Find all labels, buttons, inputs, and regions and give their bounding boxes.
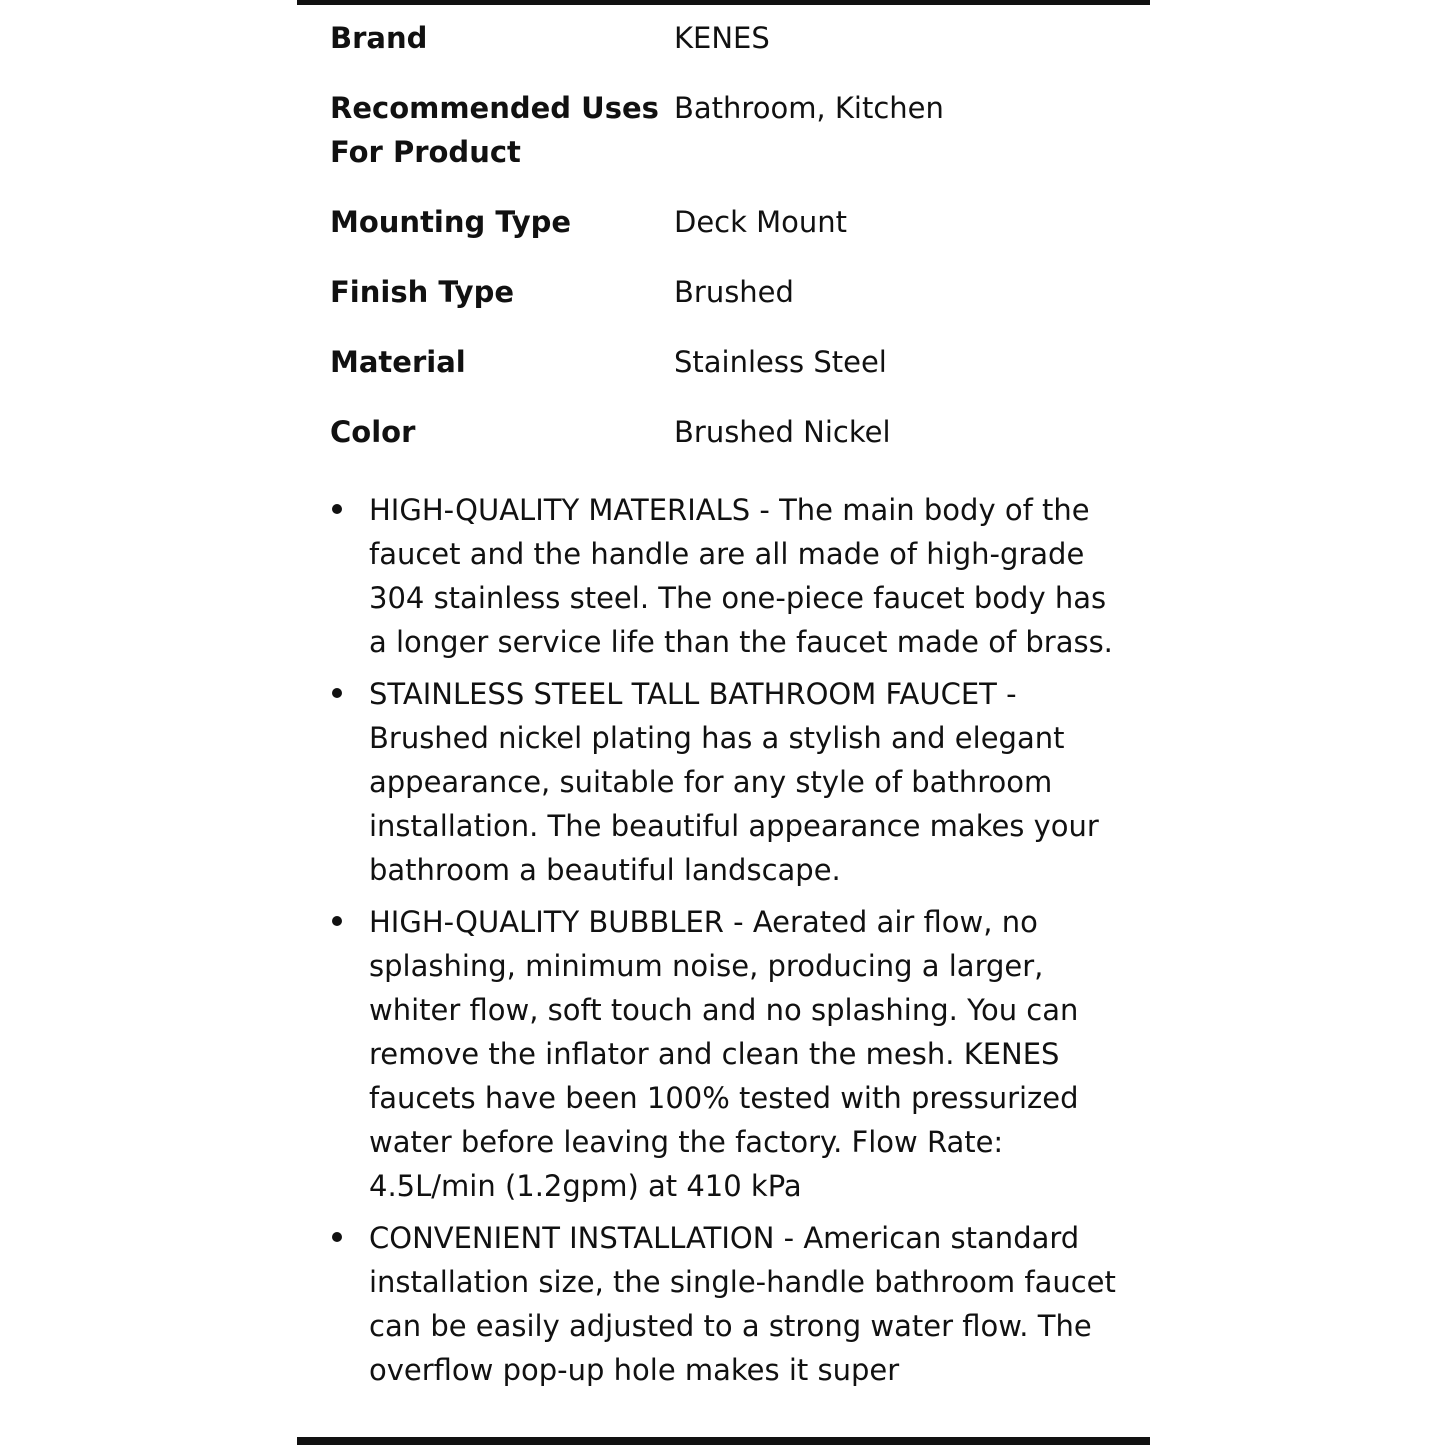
spec-value: Brushed Nickel (674, 415, 891, 449)
spec-row-finish-type (330, 270, 1120, 314)
spec-row-recommended-uses (330, 86, 1120, 174)
list-item (330, 900, 1120, 1208)
list-item (330, 672, 1120, 892)
bottom-divider (297, 1437, 1150, 1445)
bullet-icon (330, 488, 369, 532)
spec-label: Mounting Type (330, 205, 572, 239)
spec-label: Recommended Uses For Product (330, 91, 659, 169)
specs-table (330, 16, 1120, 480)
bullet-icon (330, 672, 369, 716)
spec-label: Brand (330, 21, 428, 55)
bullet-text: HIGH-QUALITY MATERIALS - The main body of the faucet and the handle are all made of high-grade 304 stainless steel. The one-piece faucet body has a longer service life than the faucet made of brass. (369, 493, 1113, 659)
bullet-text: CONVENIENT INSTALLATION - American standard installation size, the single-handle bathroom faucet can be easily adjusted to a strong water flow. The overflow pop-up hole makes it super (369, 1221, 1116, 1387)
spec-value: Brushed (674, 275, 794, 309)
spec-label: Finish Type (330, 275, 515, 309)
spec-row-mounting-type (330, 200, 1120, 244)
product-details-panel (297, 0, 1150, 1445)
bullet-text: STAINLESS STEEL TALL BATHROOM FAUCET - Brushed nickel plating has a stylish and elegant appearance, suitable for any style of bathroom installation. The beautiful appearance makes your bathroom a beautiful landscape. (369, 677, 1099, 887)
spec-value: Bathroom, Kitchen (674, 91, 944, 125)
spec-value: Deck Mount (674, 205, 848, 239)
bullet-text: HIGH-QUALITY BUBBLER - Aerated air flow, no splashing, minimum noise, producing a larger, whiter flow, soft touch and no splashing. You can remove the inflator and clean the mesh. KENES faucets have been 100% tested with pressurized water before leaving the factory. Flow Rate: 4.5L/min (1.2gpm) at 410 kPa (369, 905, 1079, 1203)
spec-value: KENES (674, 21, 770, 55)
list-item (330, 1216, 1120, 1392)
top-divider (297, 0, 1150, 5)
spec-row-brand (330, 16, 1120, 60)
feature-bullet-list (330, 488, 1120, 1400)
bullet-icon (330, 900, 369, 944)
bullet-icon (330, 1216, 369, 1260)
list-item (330, 488, 1120, 664)
spec-row-color (330, 410, 1120, 454)
spec-label: Material (330, 345, 466, 379)
spec-label: Color (330, 415, 416, 449)
spec-row-material (330, 340, 1120, 384)
spec-value: Stainless Steel (674, 345, 887, 379)
